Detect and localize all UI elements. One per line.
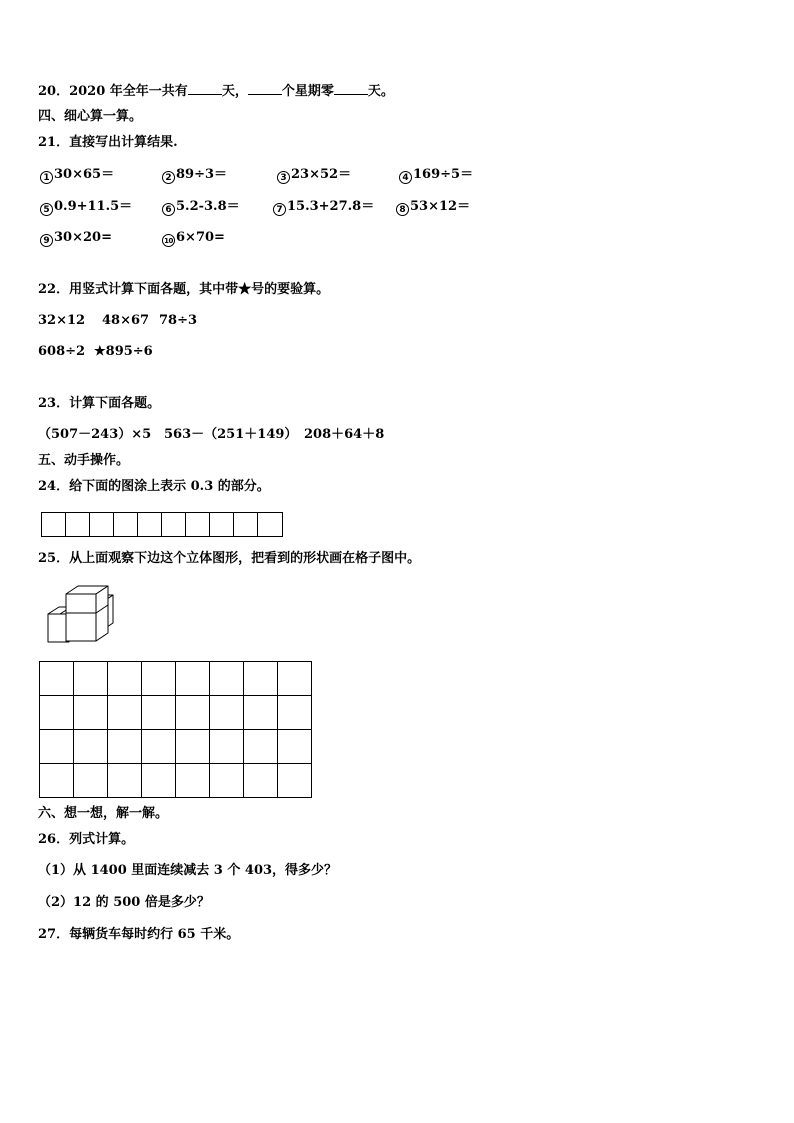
question-21-title: 21．直接写出计算结果. <box>38 135 178 150</box>
grid-cell[interactable] <box>108 764 142 798</box>
grid-cell[interactable] <box>40 662 74 696</box>
grid-cell[interactable] <box>176 764 210 798</box>
question-26-title: 26．列式计算。 <box>38 832 135 847</box>
grid-cell[interactable] <box>40 730 74 764</box>
circled-number-icon: 10 <box>162 234 175 247</box>
calc-item: 7 15.3+27.8＝ <box>273 198 374 216</box>
grid-cell[interactable] <box>278 730 312 764</box>
circled-number-icon: 9 <box>40 234 53 247</box>
grid-cell[interactable] <box>176 662 210 696</box>
strip-cell[interactable] <box>66 513 90 536</box>
vertical-calc-item: 78÷3 <box>159 313 198 328</box>
grid-row <box>40 662 312 696</box>
answer-blank[interactable] <box>334 82 368 95</box>
strip-cell[interactable] <box>258 513 282 536</box>
grid-cell[interactable] <box>244 696 278 730</box>
grid-cell[interactable] <box>176 730 210 764</box>
strip-cell[interactable] <box>114 513 138 536</box>
grid-cell[interactable] <box>40 764 74 798</box>
grid-cell[interactable] <box>176 696 210 730</box>
question-24-title: 24．给下面的图涂上表示 0.3 的部分。 <box>38 479 270 494</box>
question-27: 27．每辆货车每时约行 65 千米。 <box>38 927 240 942</box>
vertical-calc-item: 48×67 <box>102 313 150 328</box>
calc-item: 4 169÷5＝ <box>399 166 473 184</box>
calc-item: 5 0.9+11.5＝ <box>40 198 132 216</box>
question-23-title: 23．计算下面各题。 <box>38 396 161 411</box>
grid-cell[interactable] <box>74 730 108 764</box>
grid-cell[interactable] <box>142 730 176 764</box>
grid-cell[interactable] <box>142 662 176 696</box>
grid-cell[interactable] <box>108 696 142 730</box>
calc-item: 8 53×12＝ <box>396 198 470 216</box>
grid-cell[interactable] <box>278 696 312 730</box>
section-4-heading: 四、细心算一算。 <box>38 109 143 124</box>
section-6-heading: 六、想一想，解一解。 <box>38 806 169 821</box>
calc-item: 9 30×20= <box>40 229 112 247</box>
grid-cell[interactable] <box>142 764 176 798</box>
grid-cell[interactable] <box>244 764 278 798</box>
fraction-strip <box>41 512 283 537</box>
calc-item: 3 23×52＝ <box>277 166 351 184</box>
circled-number-icon: 1 <box>40 171 53 184</box>
strip-cell[interactable] <box>210 513 234 536</box>
grid-cell[interactable] <box>108 662 142 696</box>
calc-item: 1 30×65＝ <box>40 166 114 184</box>
circled-number-icon: 8 <box>396 203 409 216</box>
question-26-part-1: （1）从 1400 里面连续减去 3 个 403，得多少？ <box>38 863 338 878</box>
answer-blank[interactable] <box>188 82 222 95</box>
vertical-calc-item: 32×12 <box>38 313 86 328</box>
circled-number-icon: 2 <box>162 171 175 184</box>
grid-row <box>40 730 312 764</box>
circled-number-icon: 3 <box>277 171 290 184</box>
circled-number-icon: 6 <box>162 203 175 216</box>
strip-cell[interactable] <box>162 513 186 536</box>
vertical-calc-item: 608÷2 <box>38 344 86 359</box>
circled-number-icon: 5 <box>40 203 53 216</box>
grid-cell[interactable] <box>74 764 108 798</box>
strip-cell[interactable] <box>90 513 114 536</box>
answer-blank[interactable] <box>248 82 282 95</box>
strip-cell[interactable] <box>42 513 66 536</box>
circled-number-icon: 7 <box>273 203 286 216</box>
strip-cell[interactable] <box>234 513 258 536</box>
grid-cell[interactable] <box>74 696 108 730</box>
grid-cell[interactable] <box>210 730 244 764</box>
question-26-part-2: （2）12 的 500 倍是多少？ <box>38 895 210 910</box>
grid-cell[interactable] <box>210 696 244 730</box>
calc-expression: 208＋64＋8 <box>304 427 385 442</box>
grid-cell[interactable] <box>244 730 278 764</box>
cube-solid-figure <box>46 579 126 645</box>
section-5-heading: 五、动手操作。 <box>38 453 130 468</box>
grid-cell[interactable] <box>142 696 176 730</box>
grid-cell[interactable] <box>40 696 74 730</box>
grid-cell[interactable] <box>210 764 244 798</box>
calc-expression: （507－243）×5 <box>38 427 152 442</box>
answer-grid <box>39 661 312 798</box>
strip-cell[interactable] <box>186 513 210 536</box>
grid-cell[interactable] <box>278 662 312 696</box>
calc-expression: 563－（251＋149） <box>164 427 298 442</box>
calc-item: 10 6×70= <box>162 229 225 247</box>
question-20: 20．2020 年全年一共有 天， 个星期零 天。 <box>38 84 394 99</box>
grid-cell[interactable] <box>108 730 142 764</box>
grid-cell[interactable] <box>74 662 108 696</box>
circled-number-icon: 4 <box>399 171 412 184</box>
calc-item: 2 89÷3＝ <box>162 166 227 184</box>
strip-cell[interactable] <box>138 513 162 536</box>
question-25-title: 25．从上面观察下边这个立体图形，把看到的形状画在格子图中。 <box>38 551 421 566</box>
grid-row <box>40 696 312 730</box>
question-22-title: 22．用竖式计算下面各题，其中带★号的要验算。 <box>38 282 330 297</box>
grid-cell[interactable] <box>278 764 312 798</box>
grid-row <box>40 764 312 798</box>
grid-cell[interactable] <box>244 662 278 696</box>
calc-item: 6 5.2-3.8＝ <box>162 198 240 216</box>
grid-cell[interactable] <box>210 662 244 696</box>
vertical-calc-item: ★895÷6 <box>94 344 153 359</box>
